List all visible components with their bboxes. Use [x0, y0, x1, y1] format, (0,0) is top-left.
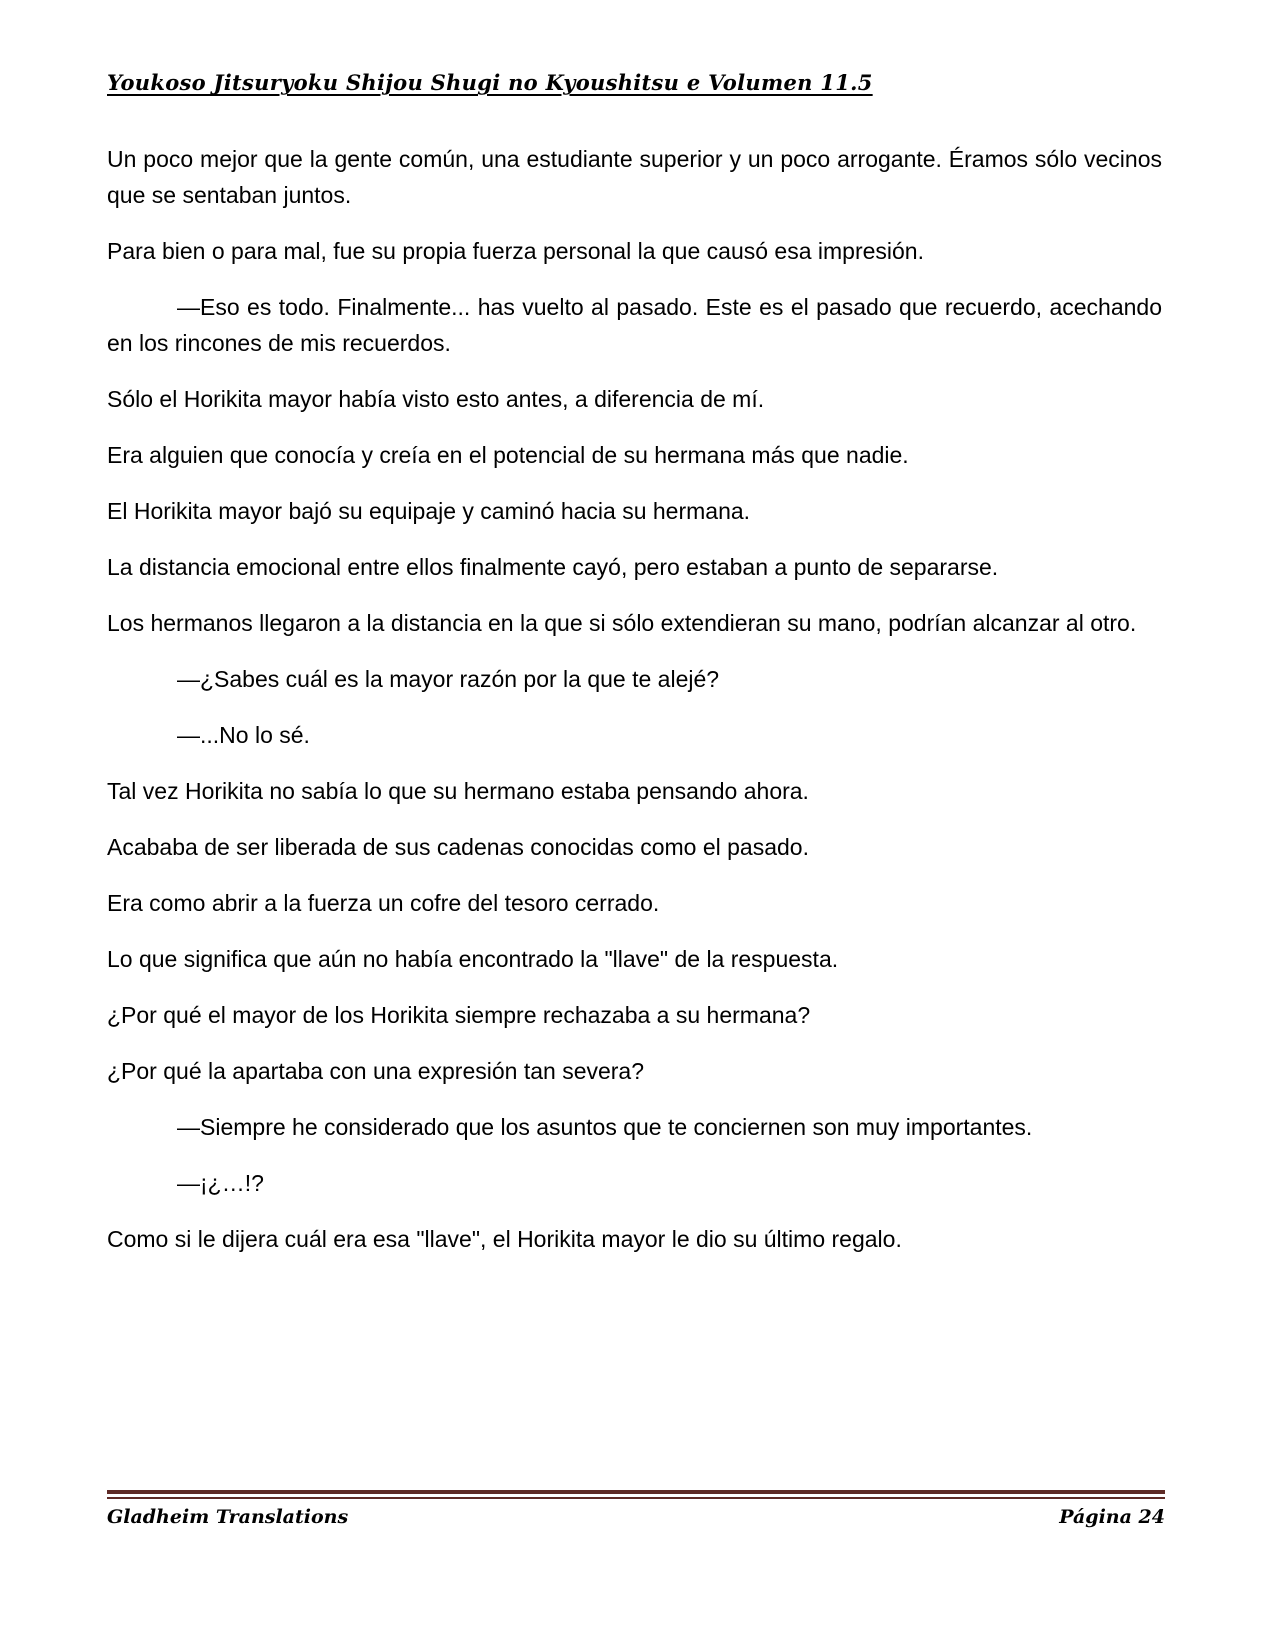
footer-row: [107, 1506, 1165, 1528]
paragraph: El Horikita mayor bajó su equipaje y caminó hacia su hermana.: [107, 498, 751, 524]
body-text: [107, 141, 1162, 1277]
page-footer: [107, 1490, 1165, 1528]
paragraph: Era como abrir a la fuerza un cofre del tesoro cerrado.: [107, 890, 660, 916]
paragraph-dialogue: —...No lo sé.: [177, 722, 310, 748]
paragraph-dialogue: —Eso es todo. Finalmente... has vuelto al pasado. Este es el pasado que recuerdo, acechando en los rincones de mis recuerdos.: [107, 294, 1162, 356]
paragraph: Como si le dijera cuál era esa "llave", el Horikita mayor le dio su último regalo.: [107, 1226, 902, 1252]
footer-page-number: Página 24: [1059, 1506, 1165, 1528]
paragraph-dialogue: —Siempre he considerado que los asuntos que te conciernen son muy importantes.: [177, 1114, 1033, 1140]
paragraph: Los hermanos llegaron a la distancia en la que si sólo extendieran su mano, podrían alcanzar al otro.: [107, 610, 1137, 636]
paragraph: ¿Por qué la apartaba con una expresión tan severa?: [107, 1058, 645, 1084]
paragraph: ¿Por qué el mayor de los Horikita siempre rechazaba a su hermana?: [107, 1002, 811, 1028]
paragraph: Para bien o para mal, fue su propia fuerza personal la que causó esa impresión.: [107, 238, 924, 264]
page-header: [107, 70, 1165, 95]
paragraph: Era alguien que conocía y creía en el potencial de su hermana más que nadie.: [107, 442, 909, 468]
paragraph: La distancia emocional entre ellos finalmente cayó, pero estaban a punto de separarse.: [107, 554, 999, 580]
paragraph-dialogue: —¡¿…!?: [177, 1170, 264, 1196]
paragraph: Tal vez Horikita no sabía lo que su hermano estaba pensando ahora.: [107, 778, 809, 804]
footer-divider: [107, 1490, 1165, 1499]
paragraph-dialogue: —¿Sabes cuál es la mayor razón por la que te alejé?: [177, 666, 720, 692]
footer-translator-credit: Gladheim Translations: [107, 1506, 349, 1528]
header-title: Youkoso Jitsuryoku Shijou Shugi no Kyoushitsu e Volumen 11.5: [107, 70, 873, 95]
paragraph: Lo que significa que aún no había encontrado la "llave" de la respuesta.: [107, 946, 839, 972]
paragraph: Un poco mejor que la gente común, una estudiante superior y un poco arrogante. Éramos sólo vecinos que se sentaban juntos.: [107, 146, 1162, 208]
paragraph: Sólo el Horikita mayor había visto esto antes, a diferencia de mí.: [107, 386, 765, 412]
paragraph: Acababa de ser liberada de sus cadenas conocidas como el pasado.: [107, 834, 809, 860]
